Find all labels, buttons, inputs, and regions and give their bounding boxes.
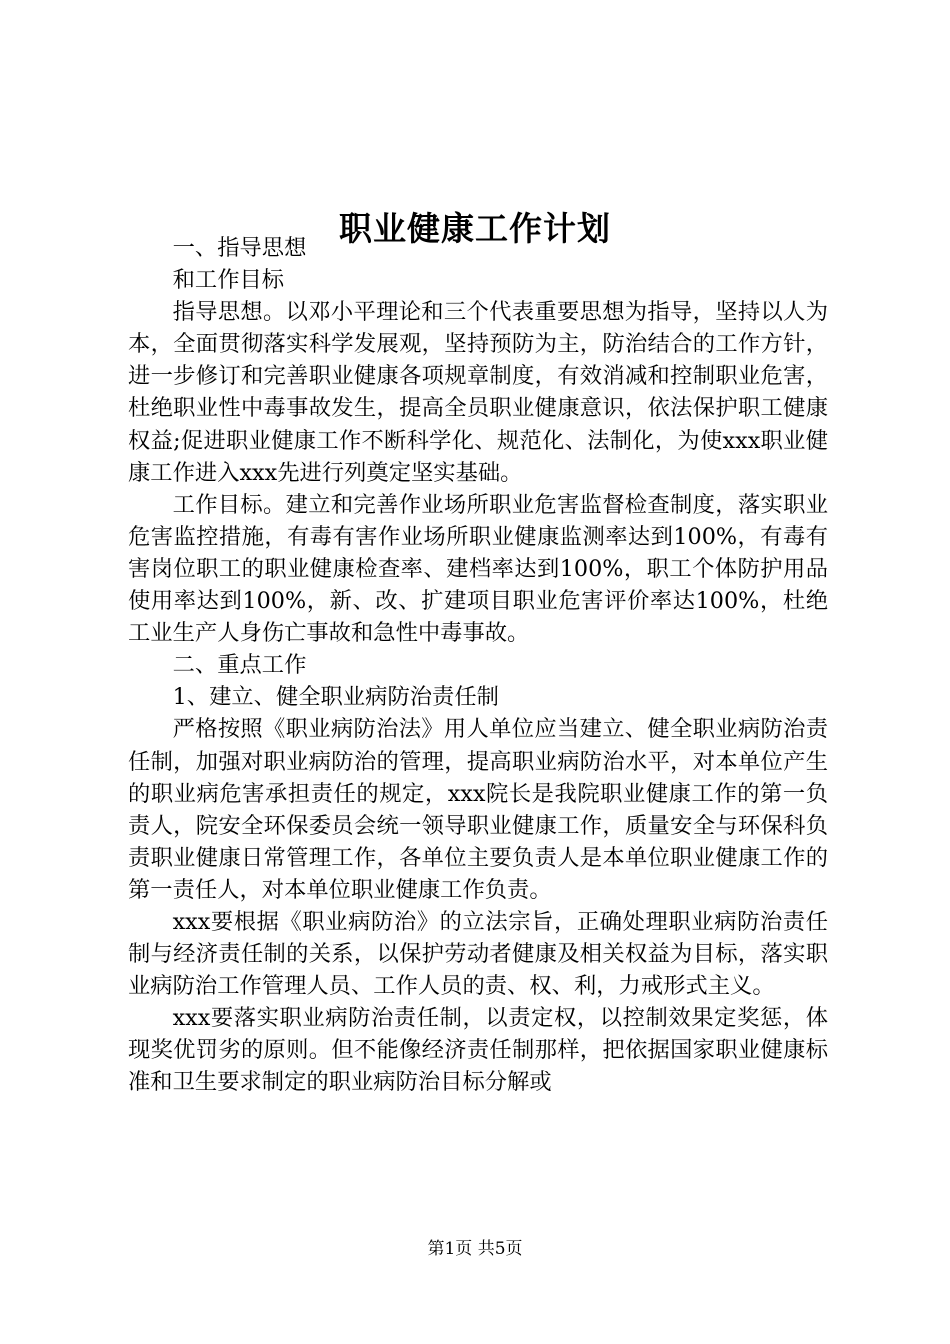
paragraph-implementation: xxx要落实职业病防治责任制，以责定权，以控制效果定奖惩，体现奖优罚劣的原则。但不能像经济责任制那样，把依据国家职业健康标准和卫生要求制定的职业病防治目标分解或: [128, 1005, 828, 1096]
section-heading-key-work: 二、重点工作: [172, 652, 307, 679]
document-title: 职业健康工作计划: [339, 209, 611, 249]
paragraph-guiding-ideology: 指导思想。以邓小平理论和三个代表重要思想为指导，坚持以人为本，全面贯彻落实科学发展观，坚持预防为主，防治结合的工作方针，进一步修订和完善职业健康各项规章制度，有效消减和控制职业危害，杜绝职业性中毒事故发生，提高全员职业健康意识，依法保护职工健康权益;促进职业健康工作不断科学化、规范化、法制化，为使xxx职业健康工作进入xxx先进行列奠定坚实基础。: [128, 299, 828, 486]
paragraph-work-goals: 工作目标。建立和完善作业场所职业危害监督检查制度，落实职业危害监控措施，有毒有害作业场所职业健康监测率达到100%，有毒有害岗位职工的职业健康检查率、建档率达到100%，职工个体防护用品使用率达到100%，新、改、扩建项目职业危害评价率达100%，杜绝工业生产人身伤亡事故和急性中毒事故。: [128, 491, 828, 647]
paragraph-responsibility-system: 严格按照《职业病防治法》用人单位应当建立、健全职业病防治责任制，加强对职业病防治的管理，提高职业病防治水平，对本单位产生的职业病危害承担责任的规定，xxx院长是我院职业健康工作的第一负责人，院安全环保委员会统一领导职业健康工作，质量安全与环保科负责职业健康日常管理工作，各单位主要负责人是本单位职业健康工作的第一责任人，对本单位职业健康工作负责。: [128, 716, 828, 903]
subsection-heading-responsibility-system: 1、建立、健全职业病防治责任制: [172, 684, 499, 711]
section-heading-work-goals: 和工作目标: [172, 267, 285, 294]
page-footer: 第1页 共5页: [427, 1239, 523, 1259]
section-heading-guiding-ideology: 一、指导思想: [172, 235, 307, 261]
document-body: [128, 232, 828, 1099]
paragraph-legislative-purpose: xxx要根据《职业病防治》的立法宗旨，正确处理职业病防治责任制与经济责任制的关系，以保护劳动者健康及相关权益为目标，落实职业病防治工作管理人员、工作人员的责、权、利，力戒形式主义。: [128, 908, 828, 1000]
